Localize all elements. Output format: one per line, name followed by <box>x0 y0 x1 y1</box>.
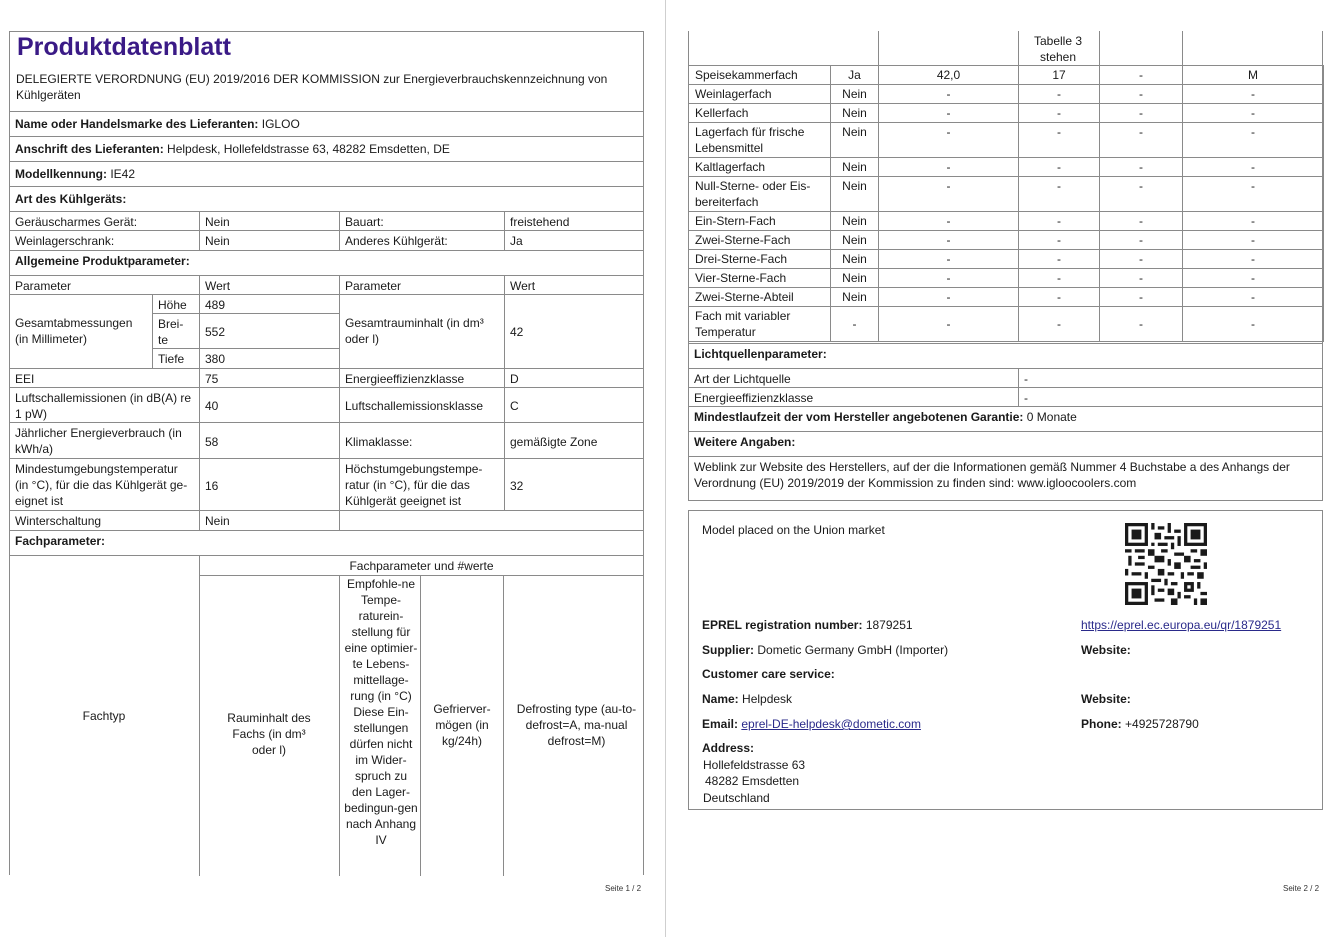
min-temp-label: Mindestumgebungstemperatur (in °C), für die das Kühlgerät ge-eignet ist <box>15 462 188 508</box>
noise-row <box>9 387 644 422</box>
compartment-volume-cell: - <box>879 158 1019 177</box>
compartment-defrost-cell: - <box>1183 212 1324 231</box>
eprel-link[interactable]: https://eprel.ec.europa.eu/qr/1879251 <box>1081 618 1282 632</box>
compartment-freeze-cell: - <box>1100 307 1183 342</box>
noise-class-value: C <box>510 399 519 413</box>
warranty-row <box>688 406 1323 431</box>
width-value: 552 <box>205 325 226 339</box>
depth-value: 380 <box>205 352 226 366</box>
model-value: IE42 <box>110 167 136 181</box>
care-website-label: Website: <box>1081 692 1131 706</box>
noise-class-label: Luftschallemissionsklasse <box>345 399 484 413</box>
supplier-label: Supplier: <box>702 643 755 657</box>
compartment-volume-cell: - <box>879 85 1019 104</box>
compartment-defrost-cell: - <box>1183 104 1324 123</box>
email-link[interactable]: eprel-DE-helpdesk@dometic.com <box>741 717 921 731</box>
compartment-present-cell: Nein <box>831 231 879 250</box>
fach-params-label: Fachparameter: <box>15 534 106 548</box>
care-name-value: Helpdesk <box>742 692 793 706</box>
freezing-header: Gefrierver-mögen (in kg/24h) <box>433 702 491 748</box>
compartment-temp-cell: - <box>1019 250 1100 269</box>
compartment-volume-cell: - <box>879 250 1019 269</box>
care-name-label: Name: <box>702 692 739 706</box>
compartment-temp-cell: - <box>1019 85 1100 104</box>
annual-value: 58 <box>205 435 219 449</box>
compartment-freeze-cell: - <box>1100 288 1183 307</box>
appliance-type-row <box>9 186 644 211</box>
compartment-volume-cell: - <box>879 177 1019 212</box>
supplier-address-row <box>9 136 644 161</box>
value-header-1: Wert <box>205 279 231 293</box>
compartment-row <box>689 104 1324 123</box>
defrost-header: Defrosting type (au-to-defrost=A, ma-nual defrost=M) <box>516 702 637 748</box>
further-info-row <box>688 431 1323 456</box>
compartment-name-cell: Ein-Stern-Fach <box>689 212 831 231</box>
general-params-label: Allgemeine Produktparameter: <box>15 254 190 268</box>
compartment-defrost-cell: - <box>1183 158 1324 177</box>
winter-label: Winterschaltung <box>15 514 102 528</box>
compartment-volume-cell: 42,0 <box>879 66 1019 85</box>
supplier-name-label: Name oder Handelsmarke des Lieferanten: <box>15 117 259 131</box>
address-line-1: Hollefeldstrasse 63 <box>703 758 806 772</box>
width-label: Brei-te <box>158 317 184 347</box>
further-info-label: Weitere Angaben: <box>694 435 796 449</box>
phone-label: Phone: <box>1081 717 1122 731</box>
weblink-row <box>688 456 1323 501</box>
appliance-type-label: Art des Kühlgeräts: <box>15 192 127 206</box>
compartment-temp-cell: - <box>1019 104 1100 123</box>
eei-label: EEI <box>15 372 35 386</box>
compartment-temp-cell: - <box>1019 123 1100 158</box>
compartment-present-cell: Nein <box>831 250 879 269</box>
compartment-row <box>689 307 1324 342</box>
compartment-volume-cell: - <box>879 288 1019 307</box>
dimensions-row <box>9 294 644 368</box>
light-class-value: - <box>1024 391 1028 405</box>
volume-value: 42 <box>510 325 524 339</box>
page-number-1: Seite 1 / 2 <box>605 884 642 893</box>
params-header-row <box>9 275 644 294</box>
height-label: Höhe <box>158 298 187 312</box>
model-placed-text: Model placed on the Union market <box>702 523 885 537</box>
compartment-freeze-cell: - <box>1100 158 1183 177</box>
compartment-freeze-cell: - <box>1100 231 1183 250</box>
build-value: freistehend <box>510 215 570 229</box>
min-temp-value: 16 <box>205 479 219 493</box>
compartment-present-cell: Nein <box>831 158 879 177</box>
fach-header-block <box>9 555 644 875</box>
compartment-row <box>689 288 1324 307</box>
eprel-number-label: EPREL registration number: <box>702 618 863 632</box>
compartment-temp-cell: - <box>1019 231 1100 250</box>
annual-label: Jährlicher Energieverbrauch (in kWh/a) <box>15 426 182 456</box>
compartment-present-cell: Nein <box>831 104 879 123</box>
max-temp-label: Höchstumgebungstempe-ratur (in °C), für die das Kühlgerät geeignet ist <box>345 462 483 508</box>
eei-value: 75 <box>205 372 219 386</box>
low-noise-value: Nein <box>205 215 230 229</box>
compartment-volume-cell: - <box>879 307 1019 342</box>
compartment-present-cell: Nein <box>831 123 879 158</box>
compartment-freeze-cell: - <box>1100 212 1183 231</box>
compartment-present-cell: Nein <box>831 288 879 307</box>
compartment-row <box>689 123 1324 158</box>
compartment-table <box>688 65 1324 342</box>
compartment-volume-cell: - <box>879 212 1019 231</box>
compartment-row <box>689 85 1324 104</box>
compartment-freeze-cell: - <box>1100 66 1183 85</box>
light-params-row <box>688 343 1323 368</box>
compartment-name-cell: Weinlagerfach <box>689 85 831 104</box>
supplier-name-row <box>9 111 644 136</box>
compartment-freeze-cell: - <box>1100 250 1183 269</box>
compartment-defrost-cell: - <box>1183 231 1324 250</box>
compartment-name-cell: Speisekammerfach <box>689 66 831 85</box>
light-type-label: Art der Lichtquelle <box>694 372 791 386</box>
param-header-2: Parameter <box>345 279 402 293</box>
website-label: Website: <box>1081 643 1131 657</box>
noise-label: Luftschallemissionen (in dB(A) re 1 pW) <box>15 391 192 421</box>
other-value: Ja <box>510 234 523 248</box>
page-number-2: Seite 2 / 2 <box>1283 884 1320 893</box>
document-subtitle: DELEGIERTE VERORDNUNG (EU) 2019/2016 DER KOMMISSION zur Energieverbrauchskennzeichnung von Kühlgeräten <box>16 72 608 102</box>
light-type-value: - <box>1024 372 1028 386</box>
table3-note: Tabelle 3 stehen <box>1033 34 1083 64</box>
compartment-row <box>689 250 1324 269</box>
compartment-name-cell: Kaltlagerfach <box>689 158 831 177</box>
model-row <box>9 161 644 186</box>
compartment-present-cell: Ja <box>831 66 879 85</box>
model-label: Modellkennung: <box>15 167 107 181</box>
qr-code-icon[interactable] <box>1125 523 1207 605</box>
supplier-value: Dometic Germany GmbH (Importer) <box>757 643 949 657</box>
fach-params-values-header: Fachparameter und #werte <box>349 559 494 573</box>
compartment-present-cell: Nein <box>831 269 879 288</box>
compartment-defrost-cell: - <box>1183 123 1324 158</box>
weblink-text: Weblink zur Website des Herstellers, auf der die Informationen gemäß Nummer 4 Buchstabe a des Anhangs der Verordnung (EU) 2019/2019 der Kommission zu finden sind: <box>694 460 1290 490</box>
supplier-address-label: Anschrift des Lieferanten: <box>15 142 164 156</box>
depth-label: Tiefe <box>158 352 185 366</box>
noise-value: 40 <box>205 399 219 413</box>
compartment-volume-cell: - <box>879 269 1019 288</box>
compartment-row <box>689 269 1324 288</box>
supplier-address-value: Helpdesk, Hollefeldstrasse 63, 48282 Emsdetten, DE <box>167 142 450 156</box>
build-label: Bauart: <box>345 215 384 229</box>
compartment-row <box>689 158 1324 177</box>
document-title: Produktdatenblatt <box>17 33 231 61</box>
warranty-label: Mindestlaufzeit der vom Hersteller angebotenen Garantie: <box>694 410 1024 424</box>
address-line-2: 48282 Emsdetten <box>705 774 800 788</box>
compartment-name-cell: Drei-Sterne-Fach <box>689 250 831 269</box>
compartment-temp-cell: 17 <box>1019 66 1100 85</box>
compartment-name-cell: Zwei-Sterne-Abteil <box>689 288 831 307</box>
temperature-header: Empfohle-ne Tempe-raturein-stellung für eine optimier-te Lebens-mittellage-rung (in °C) Diese Ein-stellungen dürfen nicht im Wider-spruch zu den Lager-bedingun-gen nach Anhang IV <box>344 577 418 847</box>
compartment-volume-cell: - <box>879 104 1019 123</box>
compartment-temp-cell: - <box>1019 288 1100 307</box>
eprel-number-value: 1879251 <box>865 618 913 632</box>
weblink-value[interactable]: www.igloocoolers.com <box>1017 476 1137 490</box>
param-header-1: Parameter <box>15 279 72 293</box>
fach-params-row <box>9 530 644 555</box>
eei-row <box>9 368 644 387</box>
value-header-2: Wert <box>510 279 536 293</box>
compartment-name-cell: Kellerfach <box>689 104 831 123</box>
light-params-label: Lichtquellenparameter: <box>694 347 827 361</box>
compartment-temp-cell: - <box>1019 158 1100 177</box>
wine-label: Weinlagerschrank: <box>15 234 115 248</box>
compartment-defrost-cell: M <box>1183 66 1324 85</box>
energy-class-value: D <box>510 372 519 386</box>
compartment-name-cell: Vier-Sterne-Fach <box>689 269 831 288</box>
phone-value: +4925728790 <box>1125 717 1199 731</box>
annual-row <box>9 422 644 458</box>
light-type-row <box>688 368 1323 387</box>
compartment-freeze-cell: - <box>1100 104 1183 123</box>
compartment-row <box>689 212 1324 231</box>
max-temp-value: 32 <box>510 479 524 493</box>
compartment-temp-cell: - <box>1019 177 1100 212</box>
email-label: Email: <box>702 717 739 731</box>
volume-label: Gesamtrauminhalt (in dm³ oder l) <box>345 316 484 346</box>
height-value: 489 <box>205 298 226 312</box>
light-class-row <box>688 387 1323 406</box>
compartment-defrost-cell: - <box>1183 85 1324 104</box>
compartment-freeze-cell: - <box>1100 269 1183 288</box>
compartment-present-cell: Nein <box>831 85 879 104</box>
wine-row <box>9 230 644 250</box>
wine-value: Nein <box>205 234 230 248</box>
compartment-volume-cell: - <box>879 123 1019 158</box>
compartment-row <box>689 177 1324 212</box>
climate-label: Klimaklasse: <box>345 435 413 449</box>
compartment-row <box>689 66 1324 85</box>
winter-row <box>9 510 644 530</box>
customer-care-label: Customer care service: <box>702 667 835 681</box>
general-params-row <box>9 250 644 275</box>
light-class-label: Energieeffizienzklasse <box>694 391 814 405</box>
climate-value: gemäßigte Zone <box>510 435 598 449</box>
low-noise-row <box>9 211 644 230</box>
compartment-name-cell: Null-Sterne- oder Eis-bereiterfach <box>689 177 831 212</box>
dims-label: Gesamtabmessungen (in Millimeter) <box>15 316 133 346</box>
compartment-defrost-cell: - <box>1183 307 1324 342</box>
low-noise-label: Geräuscharmes Gerät: <box>15 215 138 229</box>
compartment-name-cell: Lagerfach für frische Lebensmittel <box>689 123 831 158</box>
compartment-freeze-cell: - <box>1100 177 1183 212</box>
compartment-defrost-cell: - <box>1183 250 1324 269</box>
compartment-volume-cell: - <box>879 231 1019 250</box>
compartment-row <box>689 231 1324 250</box>
supplier-name-value: IGLOO <box>261 117 300 131</box>
winter-value: Nein <box>205 514 230 528</box>
compartment-temp-cell: - <box>1019 269 1100 288</box>
compartment-temp-cell: - <box>1019 212 1100 231</box>
compartment-defrost-cell: - <box>1183 177 1324 212</box>
page-divider <box>665 0 666 937</box>
volume-header: Rauminhalt des Fachs (in dm³ oder l) <box>227 711 311 757</box>
compartment-present-cell: Nein <box>831 177 879 212</box>
compartment-name-cell: Zwei-Sterne-Fach <box>689 231 831 250</box>
compartment-freeze-cell: - <box>1100 85 1183 104</box>
eprel-box <box>688 510 1323 810</box>
compartment-freeze-cell: - <box>1100 123 1183 158</box>
compartment-present-cell: Nein <box>831 212 879 231</box>
address-line-3: Deutschland <box>703 791 770 805</box>
energy-class-label: Energieeffizienzklasse <box>345 372 465 386</box>
compartment-name-cell: Fach mit variabler Temperatur <box>689 307 831 342</box>
other-label: Anderes Kühlgerät: <box>345 234 448 248</box>
compartment-defrost-cell: - <box>1183 288 1324 307</box>
fachtyp-header: Fachtyp <box>82 709 126 723</box>
compartment-temp-cell: - <box>1019 307 1100 342</box>
temperature-row <box>9 458 644 510</box>
compartment-defrost-cell: - <box>1183 269 1324 288</box>
warranty-value: 0 Monate <box>1026 410 1077 424</box>
address-label: Address: <box>702 741 755 755</box>
compartment-present-cell: - <box>831 307 879 342</box>
